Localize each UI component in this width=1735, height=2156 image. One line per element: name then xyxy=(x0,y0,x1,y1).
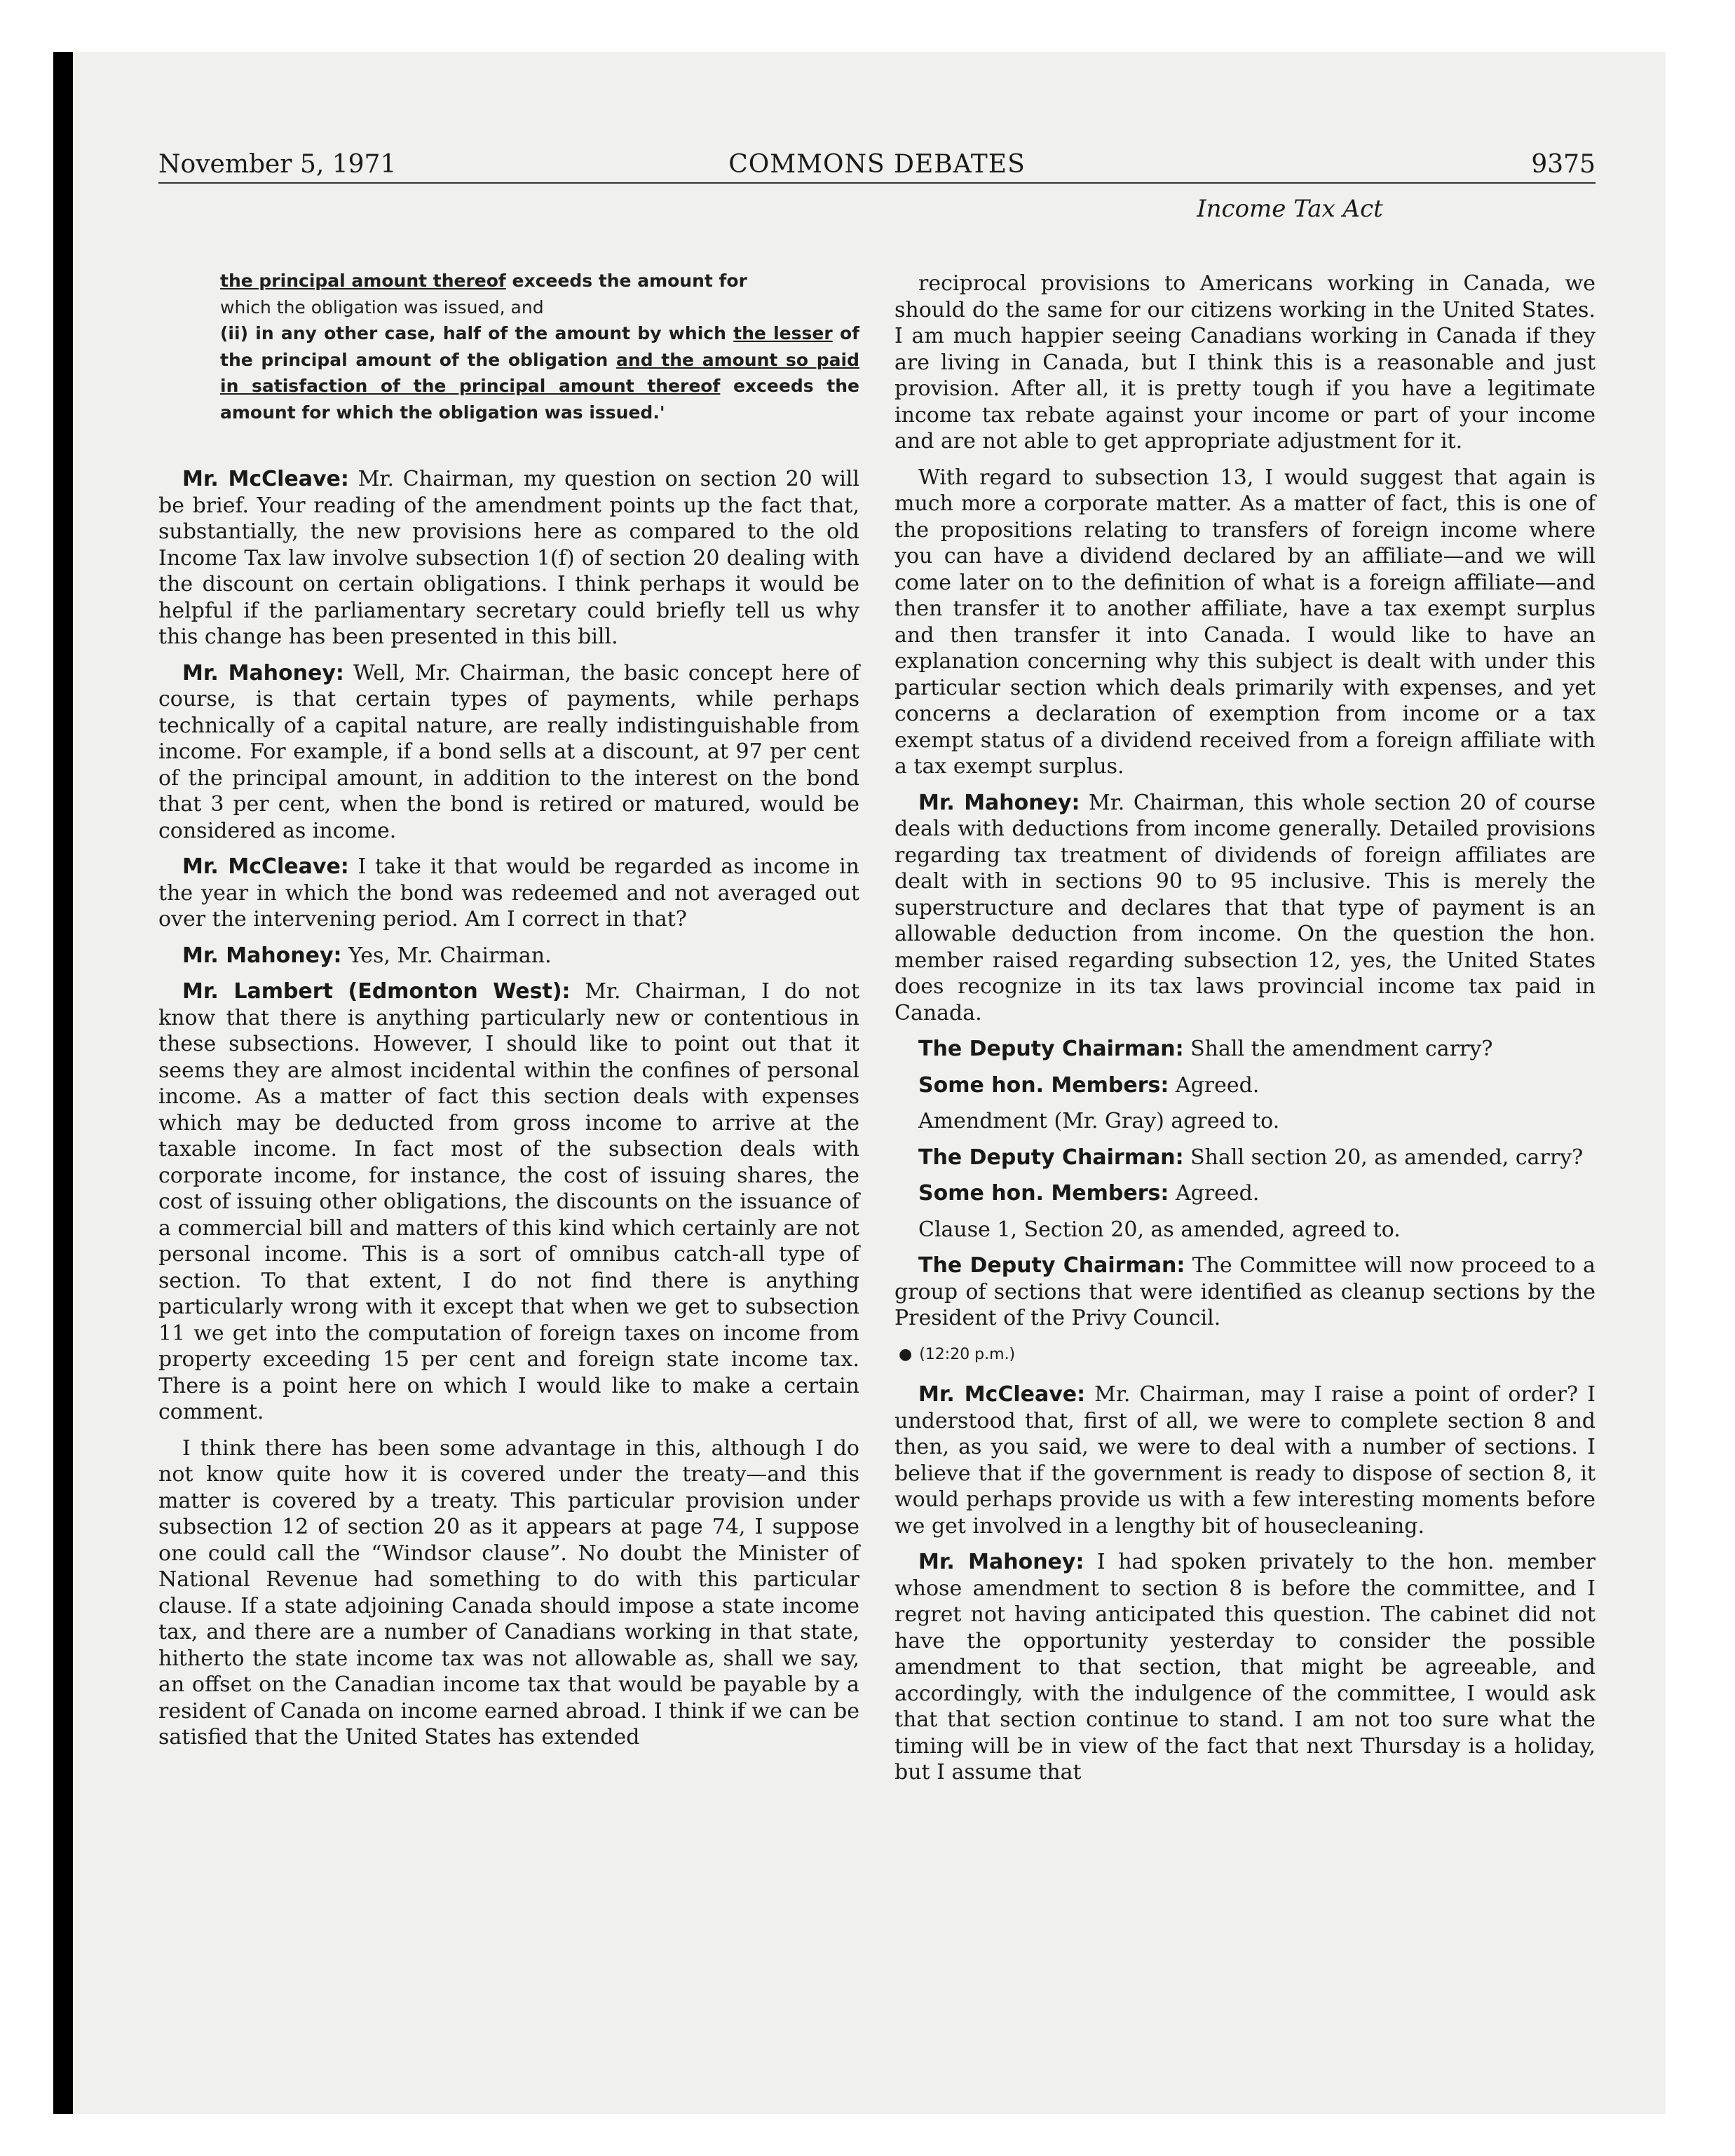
quote-text: and the amount so paid in satisfaction of the principal amount thereof xyxy=(220,349,860,396)
paragraph-text: I take it that would be regarded as income in the year in which the bond was redeemed and not averaged out over the intervening period. Am I correct in that? xyxy=(158,854,859,932)
quote-text: exceeds the amount for xyxy=(505,271,747,291)
paragraph xyxy=(894,1217,1595,1243)
paragraph xyxy=(894,1145,1595,1171)
speaker-name: Mr. Mahoney: xyxy=(182,660,344,685)
paragraph xyxy=(894,1180,1595,1207)
paragraph-text: I think there has been some advantage in this, although I do not know quite how it is covered under the treaty—and this matter is covered by a treaty. This particular provision under subsection 12 of section 20 as it appears at page 74, I suppose one could call the “Windsor clause”. No doubt the Minister of National Revenue had something to do with this particular clause. If a state adjoining Canada should impose a state income tax, and there are a number of Canadians working in that state, hitherto the state income tax was not allowable as, shall we say, an offset on the Canadian income tax that would be payable by a resident of Canada on income earned abroad. I think if we can be satisfied that the United States has extended xyxy=(158,1435,859,1749)
paragraph-text: Mr. Chairman, this whole section 20 of course deals with deductions from income generally. Detailed provisions regarding tax treatment of dividends of foreign affiliates are dealt with in sections 90 to 95 inclusive. This is merely the superstructure and declares that that type of payment is an allowable deduction from income. On the question the hon. member raised regarding subsection 12, yes, the United States does recognize in its tax laws provincial income tax paid in Canada. xyxy=(894,790,1595,1025)
right-paragraphs xyxy=(894,271,1595,1332)
time-marker xyxy=(899,1342,1595,1368)
paragraph xyxy=(158,466,859,650)
paragraph-text: Mr. Chairman, may I raise a point of order? I understood that, first of all, we were to complete section 8 and then, as you said, we were to deal with a number of sections. I believe that if the government is ready to dispose of section 8, it would perhaps provide us with a few interesting moments before we get involved in a lengthy bit of housecleaning. xyxy=(894,1382,1596,1538)
paragraph-text: Agreed. xyxy=(1169,1072,1260,1098)
paragraph-text: Clause 1, Section 20, as amended, agreed to. xyxy=(918,1217,1401,1242)
speaker-name: Mr. McCleave: xyxy=(182,854,349,879)
left-column xyxy=(158,268,859,1761)
quote-text: which the obligation was issued, and xyxy=(220,296,544,318)
section-title: Income Tax Act xyxy=(1197,195,1383,223)
speaker-name: Mr. Lambert (Edmonton West): xyxy=(182,979,571,1004)
paragraph xyxy=(158,854,859,933)
paragraph-text: Well, Mr. Chairman, the basic concept here of course, is that certain types of payments, while perhaps technically of a capital nature, are really indistinguishable from income. For example, if a bond sells at a discount, at 97 per cent of the principal amount, in addition to the interest on the bond that 3 per cent, when the bond is retired or matured, would be considered as income. xyxy=(158,660,859,843)
paragraph xyxy=(894,1381,1595,1539)
quote-text: (ii) in any other case, half of the amount by which xyxy=(220,323,734,343)
left-paragraphs xyxy=(158,466,859,1751)
paragraph xyxy=(158,660,859,845)
paragraph-text: Yes, Mr. Chairman. xyxy=(341,943,552,968)
quote-text: of the principal amount of the obligation xyxy=(220,323,859,370)
paragraph-text: reciprocal provisions to Americans working in Canada, we should do the same for our citizens working in the United States. I am much happier seeing Canadians working in Canada if they are living in Canada, but I think this is a reasonable and just provision. After all, it is pretty tough if you have a legitimate income tax rebate against your income or part of your income and are not able to get appropriate adjustment for it. xyxy=(894,271,1595,453)
right-column xyxy=(894,271,1595,1796)
speaker-name: The Deputy Chairman: xyxy=(918,1253,1185,1278)
speaker-name: Mr. Mahoney: xyxy=(918,790,1080,815)
speaker-name: Some hon. Members: xyxy=(918,1072,1169,1098)
paragraph xyxy=(158,943,859,969)
speaker-name: Mr. Mahoney: xyxy=(918,1550,1084,1574)
paragraph xyxy=(894,1253,1595,1332)
header-publication: COMMONS DEBATES xyxy=(728,150,1026,179)
header-date: November 5, 1971 xyxy=(158,150,397,179)
quote-text: exceeds the amount for which the obligation was issued.' xyxy=(220,376,859,423)
header-page-number: 9375 xyxy=(1531,150,1595,179)
speaker-name: Some hon. Members: xyxy=(918,1181,1169,1206)
paragraph xyxy=(158,978,859,1426)
paragraph xyxy=(894,1549,1595,1786)
paragraph-text: With regard to subsection 13, I would suggest that again is much more a corporate matter. As a matter of fact, this is one of the propositions relating to transfers of foreign income where you can have a dividend declared by an affiliate—and we will come later on to the definition of what is a foreign affiliate—and then transfer it to another affiliate, have a tax exempt surplus and then transfer it into Canada. I would like to have an explanation concerning why this subject is dealt with under this particular section which deals primarily with expenses, and yet concerns a declaration of exemption from income or a tax exempt status of a dividend received from a foreign affiliate with a tax exempt surplus. xyxy=(894,465,1595,779)
paragraph-text: Mr. Chairman, my question on section 20 will be brief. Your reading of the amendment points up the fact that, substantially, the new provisions here as compared to the old Income Tax law involve subsection 1(f) of section 20 dealing with the discount on certain obligations. I think perhaps it would be helpful if the parliamentary secretary could briefly tell us why this change has been presented in this bill. xyxy=(158,467,859,649)
right-paragraphs-continued xyxy=(894,1381,1595,1786)
page-header xyxy=(158,150,1595,184)
paragraph xyxy=(894,1036,1595,1063)
speaker-name: Mr. McCleave: xyxy=(918,1382,1086,1407)
paragraph-text: Shall section 20, as amended, carry? xyxy=(1183,1145,1584,1170)
speaker-name: Mr. Mahoney: xyxy=(182,943,342,968)
speaker-name: The Deputy Chairman: xyxy=(918,1037,1184,1061)
paragraph-text: The Committee will now proceed to a group of sections that were identified as cleanup sections by the President of the Privy Council. xyxy=(894,1253,1596,1330)
paragraph xyxy=(894,271,1595,455)
speaker-name: Mr. McCleave: xyxy=(182,467,349,491)
quote-text: the lesser xyxy=(733,323,833,343)
paragraph xyxy=(894,1108,1595,1135)
quote-text: the principal amount thereof xyxy=(220,271,506,291)
paragraph xyxy=(894,1072,1595,1099)
paragraph-text: I had spoken privately to the hon. member whose amendment to section 8 is before the committee, and I regret not having anticipated this question. The cabinet did not have the opportunity yesterday to consider the possible amendment to that section, that might be agreeable, and accordingly, with the indulgence of the committee, I would ask that that section continue to stand. I am not too sure what the timing will be in view of the fact that next Thursday is a holiday, but I assume that xyxy=(894,1550,1595,1785)
paragraph xyxy=(894,465,1595,780)
paragraph-text: Mr. Chairman, I do not know that there is anything particularly new or contentious in these subsections. However, I should like to point out that it seems they are almost incidental within the confines of personal income. As a matter of fact this section deals with expenses which may be deducted from gross income to arrive at the taxable income. In fact most of the subsection deals with corporate income, for instance, the cost of issuing shares, the cost of issuing other obligations, the discounts on the issuance of a commercial bill and matters of this kind which certainly are not personal income. This is a sort of omnibus catch-all type of section. To that extent, I do not find there is anything particularly wrong with it except that when we get to subsection 11 we get into the computation of foreign taxes on income from property exceeding 15 per cent and foreign state income tax. There is a point here on which I would like to make a certain comment. xyxy=(158,979,859,1424)
paragraph-text: Amendment (Mr. Gray) agreed to. xyxy=(918,1109,1280,1133)
paragraph xyxy=(158,1435,859,1751)
time-marker-text: (12:20 p.m.) xyxy=(919,1345,1016,1363)
bullet-icon: ● xyxy=(899,1345,913,1363)
paragraph-text: Shall the amendment carry? xyxy=(1183,1037,1493,1061)
paragraph-text: Agreed. xyxy=(1169,1181,1260,1206)
speaker-name: The Deputy Chairman: xyxy=(918,1145,1184,1170)
quoted-amendment xyxy=(220,268,859,425)
paragraph xyxy=(894,790,1595,1027)
